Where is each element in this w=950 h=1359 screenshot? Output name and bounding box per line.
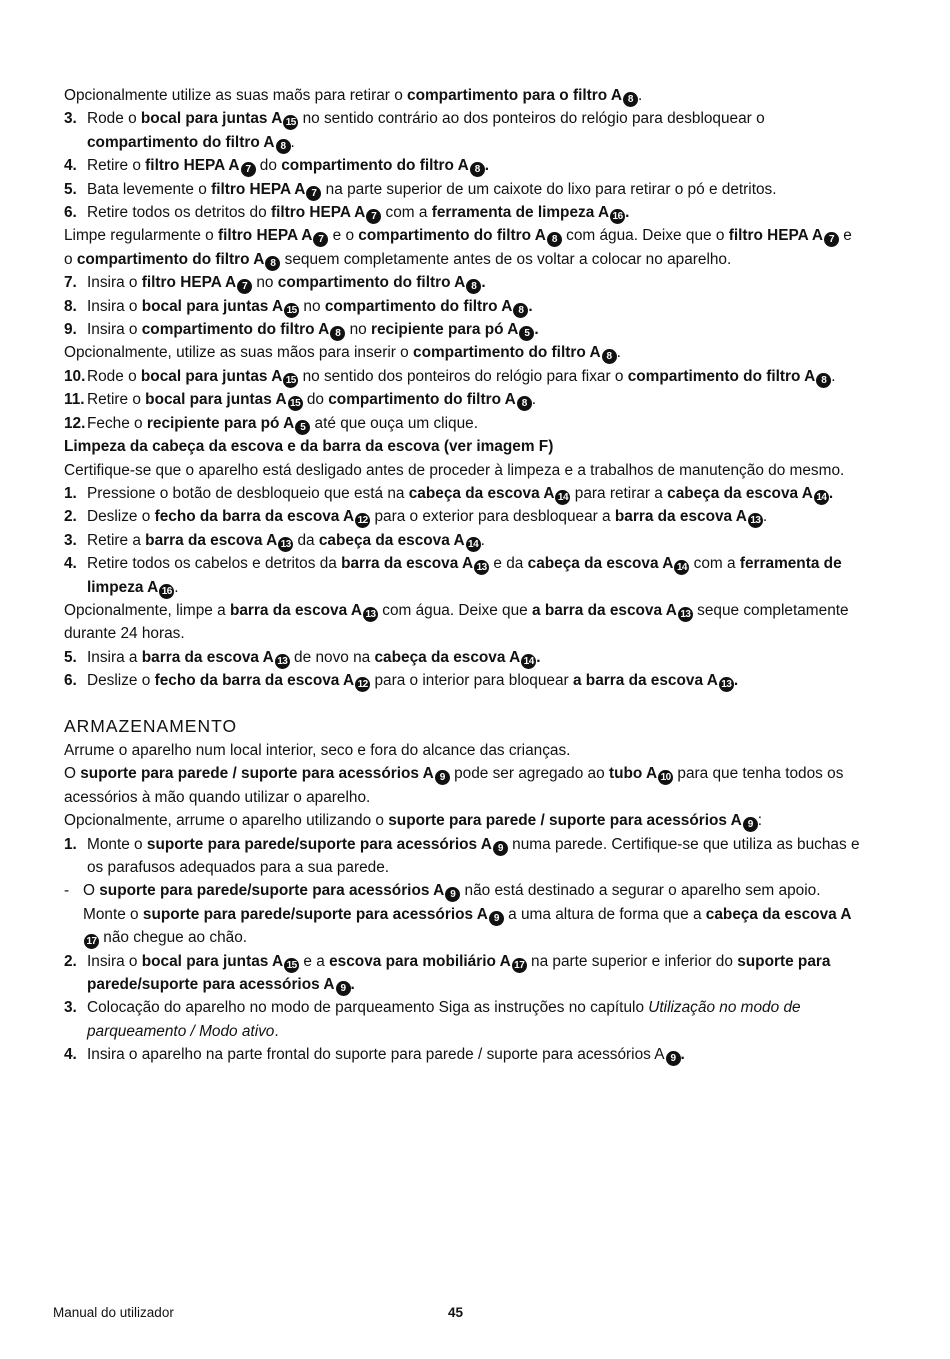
list-item (64, 950, 864, 997)
callout-number-icon: 9 (435, 770, 450, 785)
bold-term: barra da escova A (614, 508, 747, 526)
callout-number-icon: 17 (84, 934, 99, 949)
bold-term: compartimento do filtro A (328, 391, 516, 409)
paragraph (64, 809, 864, 832)
list-text (87, 1043, 864, 1066)
text-run: na parte superior de um caixote do lixo para retirar o pó e detritos. (321, 180, 777, 198)
list-text (87, 669, 864, 692)
text-run: Arrume o aparelho num local interior, seco e fora do alcance das crianças. (64, 741, 571, 759)
bold-term: filtro HEPA A (728, 227, 824, 245)
callout-number-icon: 13 (719, 677, 734, 692)
list-item (64, 318, 864, 341)
text-run: numa parede. Certifique-se que utiliza as buchas e os parafusos adequados para a sua parede. (87, 835, 860, 876)
list-text (87, 482, 864, 505)
bold-term: . (528, 297, 533, 315)
bold-term: suporte para parede / suporte para acessórios A (80, 765, 434, 783)
text-run: no (345, 321, 371, 339)
text-run: Deslize o (87, 672, 155, 690)
callout-number-icon: 14 (814, 490, 829, 505)
text-run: e a (299, 952, 330, 970)
text-run: do (255, 157, 282, 175)
bold-term: compartimento para o filtro A (407, 87, 622, 104)
callout-number-icon: 14 (674, 560, 689, 575)
bold-term: a barra da escova A (532, 601, 677, 619)
list-number: 3. (64, 110, 77, 128)
text-run: não chegue ao chão. (99, 929, 248, 947)
paragraph (64, 739, 864, 762)
bold-term: compartimento do filtro A (76, 250, 265, 268)
list-number: 1. (64, 484, 77, 502)
callout-number-icon: 8 (513, 303, 528, 318)
callout-number-icon: 14 (555, 490, 570, 505)
list-number: 4. (64, 1046, 77, 1064)
text-run: Insira a (87, 648, 142, 666)
text-run: Bata levemente o (87, 180, 212, 198)
bold-term: filtro HEPA A (145, 157, 240, 175)
callout-number-icon: 9 (445, 887, 460, 902)
callout-number-icon: 8 (466, 279, 481, 294)
list-text (87, 107, 864, 154)
callout-number-icon: 8 (265, 256, 280, 271)
list-item (64, 833, 864, 880)
list-text (87, 201, 864, 224)
text-run: Retire todos os detritos do (87, 204, 271, 222)
list-item (64, 646, 864, 669)
text-run: Certifique-se que o aparelho está desligado antes de proceder à limpeza e a trabalhos de manutenção do mesmo. (64, 461, 845, 479)
text-run: no (299, 297, 325, 315)
bold-term: filtro HEPA A (211, 180, 306, 198)
text-run: no sentido contrário ao dos ponteiros do relógio para desbloquear o (298, 110, 765, 128)
callout-number-icon: 16 (610, 209, 625, 224)
paragraph (64, 599, 864, 646)
text-run: Rode o (87, 367, 141, 385)
list-number: 4. (64, 157, 77, 175)
bold-term: Limpeza da cabeça da escova e da barra da escova (ver imagem F) (64, 438, 554, 456)
callout-number-icon: 8 (816, 373, 831, 388)
callout-number-icon: 15 (283, 373, 298, 388)
list-item (64, 178, 864, 201)
text-run: Opcionalmente, utilize as suas mãos para inserir o (64, 344, 414, 362)
list-text (87, 552, 864, 599)
bold-term: ferramenta de limpeza A (431, 204, 610, 222)
callout-number-icon: 13 (678, 607, 693, 622)
list-text (87, 271, 864, 294)
list-number: 10. (64, 367, 86, 385)
text-run: Insira o aparelho na parte frontal do suporte para parede / suporte para acessórios A (87, 1046, 665, 1064)
text-run: seque completamente durante 24 horas. (64, 601, 849, 643)
footer-title: Manual do utilizador (53, 1305, 174, 1320)
list-text (87, 412, 864, 435)
bold-term: suporte para parede/suporte para acessórios A (87, 952, 831, 994)
text-run: no sentido dos ponteiros do relógio para fixar o (298, 367, 628, 385)
list-text (87, 388, 864, 411)
list-number: 3. (64, 999, 77, 1017)
callout-number-icon: 13 (474, 560, 489, 575)
text-run: Insira o (87, 952, 142, 970)
bold-term: bocal para juntas A (140, 367, 283, 385)
callout-number-icon: 5 (519, 326, 534, 341)
bold-term: filtro HEPA A (218, 227, 313, 245)
text-run: O (64, 765, 81, 783)
list-text (87, 833, 864, 880)
bold-term: barra da escova A (141, 648, 274, 666)
bold-term: . (350, 976, 355, 994)
bold-term: compartimento do filtro A (281, 157, 469, 175)
list-number: 6. (64, 672, 77, 690)
text-run: na parte superior e inferior do (526, 952, 738, 970)
text-run: Insira o (87, 274, 142, 292)
bold-term: bocal para juntas A (141, 297, 284, 315)
list-text (87, 365, 864, 388)
list-number: 9. (64, 321, 77, 339)
callout-number-icon: 9 (336, 981, 351, 996)
text-run: : (757, 812, 763, 830)
bold-term: cabeça da escova A (408, 484, 555, 502)
text-run: e o (328, 227, 359, 245)
text-run: para retirar a (570, 484, 668, 502)
text-run: Retire o (87, 391, 146, 409)
text-run: Feche o (87, 414, 147, 432)
callout-number-icon: 13 (275, 654, 290, 669)
text-run: no (252, 274, 278, 292)
list-item (64, 201, 864, 224)
italic-term: Utilização no modo de parqueamento / Modo ativo (87, 999, 801, 1040)
bold-term: . (534, 321, 539, 339)
text-run: sequem completamente antes de os voltar a colocar no aparelho. (280, 250, 732, 268)
callout-number-icon: 7 (824, 232, 839, 247)
text-run: Rode o (87, 110, 141, 128)
bold-term: compartimento do filtro A (87, 133, 275, 151)
bold-term: bocal para juntas A (145, 391, 287, 409)
text-run: O (83, 882, 100, 900)
text-run: Retire a (87, 531, 146, 549)
list-item (64, 529, 864, 552)
list-number: 1. (64, 835, 77, 853)
bold-term: barra da escova A (341, 555, 474, 573)
list-text (87, 950, 864, 997)
bold-term: cabeça da escova A (527, 555, 674, 573)
list-item (64, 412, 864, 435)
bold-term: suporte para parede/suporte para acessórios A (146, 835, 492, 853)
bold-term: escova para mobiliário A (329, 952, 511, 970)
text-run: e da (489, 555, 528, 573)
callout-number-icon: 15 (284, 958, 299, 973)
bold-term: fecho da barra da escova A (154, 672, 355, 690)
bold-term: a barra da escova A (572, 672, 718, 690)
list-number: 12. (64, 414, 86, 432)
bold-term: . (680, 1046, 685, 1064)
callout-number-icon: 14 (521, 654, 536, 669)
bold-term: suporte para parede/suporte para acessórios A (142, 905, 488, 923)
list-number: 7. (64, 274, 77, 292)
text-run: . (637, 87, 643, 104)
list-number: 6. (64, 204, 77, 222)
text-run: da (293, 531, 319, 549)
text-run: do (302, 391, 329, 409)
bold-term: barra da escova A (229, 601, 362, 619)
list-item (64, 271, 864, 294)
bold-term: compartimento do filtro A (324, 297, 513, 315)
text-run: Opcionalmente, limpe a (64, 601, 230, 619)
bold-term: barra da escova A (145, 531, 278, 549)
callout-number-icon: 7 (306, 186, 321, 201)
bold-term: ferramenta de limpeza A (87, 555, 842, 596)
list-text (87, 505, 864, 528)
text-run: com a (381, 204, 432, 222)
manual-body (64, 84, 864, 1067)
callout-number-icon: 8 (330, 326, 345, 341)
text-run: Colocação do aparelho no modo de parqueamento Siga as instruções no capítulo (87, 999, 649, 1017)
callout-number-icon: 13 (278, 537, 293, 552)
callout-number-icon: 13 (363, 607, 378, 622)
callout-number-icon: 7 (313, 232, 328, 247)
callout-number-icon: 15 (284, 303, 299, 318)
callout-number-icon: 9 (743, 817, 758, 832)
list-text (87, 529, 864, 552)
callout-number-icon: 9 (493, 841, 508, 856)
callout-number-icon: 8 (623, 92, 638, 107)
list-text (87, 178, 864, 201)
paragraph (64, 435, 864, 458)
list-number: 4. (64, 555, 77, 573)
list-text (87, 996, 864, 1043)
paragraph (64, 224, 864, 271)
bold-term: . (484, 157, 490, 175)
text-run: com água. Deixe que o (561, 227, 729, 245)
section-heading (64, 715, 864, 738)
text-run: . (480, 531, 485, 549)
list-item (64, 295, 864, 318)
paragraph (64, 341, 864, 364)
text-run: . (274, 1022, 279, 1040)
callout-number-icon: 16 (159, 584, 174, 599)
list-item (64, 669, 864, 692)
text-run: . (174, 578, 179, 596)
bold-term: cabeça da escova A (318, 531, 465, 549)
text-run: . (831, 367, 836, 385)
text-run: . (616, 344, 621, 362)
text-run: com a (689, 555, 740, 573)
text-run: Opcionalmente utilize as suas maõs para retirar o (64, 87, 408, 104)
text-run: Deslize o (87, 508, 155, 526)
note-item (64, 879, 864, 949)
callout-number-icon: 12 (355, 513, 370, 528)
list-text (83, 879, 864, 949)
callout-number-icon: 15 (283, 115, 298, 130)
list-item (64, 505, 864, 528)
text-run: de novo na (289, 648, 375, 666)
text-run: pode ser agregado ao (449, 765, 609, 783)
bold-term: . (481, 274, 486, 292)
list-number: 2. (64, 508, 77, 526)
callout-number-icon: 15 (288, 396, 303, 411)
text-run: Retire o (87, 157, 146, 175)
bold-term: cabeça da escova A (705, 905, 852, 923)
bold-term: suporte para parede/suporte para acessórios A (99, 882, 445, 900)
bold-term: cabeça da escova A (374, 648, 521, 666)
paragraph (64, 762, 864, 809)
bold-term: tubo A (608, 765, 658, 783)
bold-term: cabeça da escova A (667, 484, 813, 502)
text-run: . (290, 133, 295, 151)
list-text (87, 295, 864, 318)
list-item (64, 154, 864, 177)
list-text (87, 318, 864, 341)
page-number: 45 (448, 1305, 464, 1320)
list-item (64, 388, 864, 411)
bold-term: filtro HEPA A (270, 204, 366, 222)
list-number: 2. (64, 952, 77, 970)
text-run: para o exterior para desbloquear a (370, 508, 615, 526)
bold-term: bocal para juntas A (140, 110, 283, 128)
bold-term: . (733, 672, 739, 690)
bold-term: compartimento do filtro A (141, 321, 330, 339)
paragraph (64, 84, 864, 107)
bold-term: compartimento do filtro A (277, 274, 466, 292)
bold-term: compartimento do filtro A (413, 344, 601, 362)
bold-term: . (536, 648, 541, 666)
text-run: para o interior para bloquear (370, 672, 573, 690)
callout-number-icon: 10 (658, 770, 673, 785)
bold-term: fecho da barra da escova A (154, 508, 355, 526)
bold-term: . (828, 484, 834, 502)
bold-term: suporte para parede / suporte para acessórios A (388, 812, 742, 830)
text-run: ARMAZENAMENTO (64, 715, 238, 736)
callout-number-icon: 8 (470, 162, 485, 177)
callout-number-icon: 7 (237, 279, 252, 294)
text-run: para que tenha todos os acessórios à mão quando utilizar o aparelho. (64, 765, 844, 806)
list-item (64, 996, 864, 1043)
bold-term: filtro HEPA A (141, 274, 237, 292)
callout-number-icon: 8 (517, 396, 532, 411)
bold-term: recipiente para pó A (146, 414, 295, 432)
text-run: Pressione o botão de desbloqueio que está na (87, 484, 409, 502)
bold-term: recipiente para pó A (370, 321, 519, 339)
callout-number-icon: 14 (466, 537, 481, 552)
text-run: e o (64, 227, 852, 268)
bold-term: compartimento do filtro A (627, 367, 816, 385)
text-run: Limpe regularmente o (64, 227, 218, 245)
list-text (87, 154, 864, 177)
callout-number-icon: 8 (276, 139, 291, 154)
list-number: 8. (64, 297, 77, 315)
callout-number-icon: 5 (295, 420, 310, 435)
list-number: 11. (64, 391, 85, 409)
bold-term: bocal para juntas A (141, 952, 284, 970)
list-item (64, 107, 864, 154)
text-run: não está destinado a segurar o aparelho sem apoio. Monte o (83, 882, 821, 923)
callout-number-icon: 7 (241, 162, 256, 177)
text-run: Insira o (87, 297, 142, 315)
bold-term: compartimento do filtro A (358, 227, 546, 245)
text-run: a uma altura de forma que a (503, 905, 706, 923)
callout-number-icon: 7 (366, 209, 381, 224)
list-item (64, 1043, 864, 1066)
callout-number-icon: 8 (602, 349, 617, 364)
callout-number-icon: 17 (512, 958, 527, 973)
list-item (64, 365, 864, 388)
list-number: 5. (64, 180, 77, 198)
text-run: . (762, 508, 768, 526)
text-run: . (531, 391, 537, 409)
text-run: com água. Deixe que (378, 601, 532, 619)
text-run: Monte o (87, 835, 147, 853)
callout-number-icon: 13 (748, 513, 763, 528)
callout-number-icon: 8 (547, 232, 562, 247)
list-item (64, 482, 864, 505)
callout-number-icon: 12 (355, 677, 370, 692)
list-text (87, 646, 864, 669)
text-run: até que ouça um clique. (310, 414, 478, 432)
callout-number-icon: 9 (489, 911, 504, 926)
list-number: - (64, 882, 70, 900)
bold-term: . (625, 204, 630, 222)
list-item (64, 552, 864, 599)
list-number: 5. (64, 648, 77, 666)
text-run: Insira o (87, 321, 142, 339)
list-number: 3. (64, 531, 77, 549)
text-run: Retire todos os cabelos e detritos da (87, 555, 342, 573)
text-run: Opcionalmente, arrume o aparelho utilizando o (64, 812, 389, 830)
callout-number-icon: 9 (666, 1051, 681, 1066)
paragraph (64, 459, 864, 482)
